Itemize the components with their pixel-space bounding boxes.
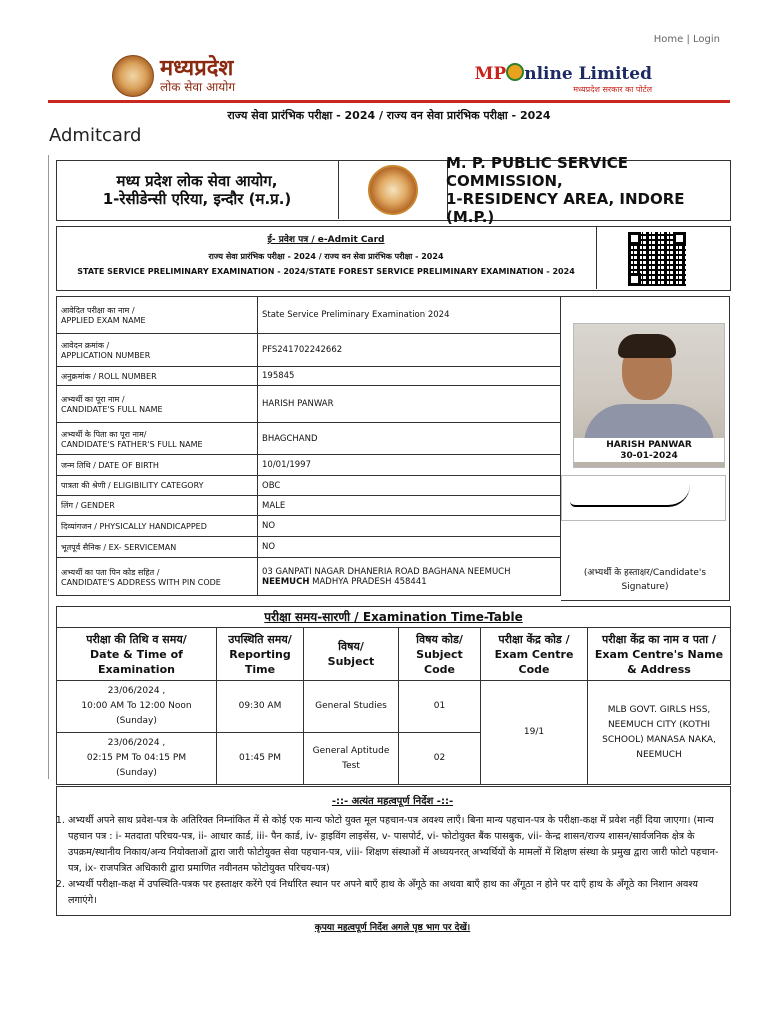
- value-cell: PFS241702242662: [258, 334, 561, 367]
- value-cell: NO: [258, 516, 561, 537]
- value-cell: 03 GANPATI NAGAR DHANERIA ROAD BAGHANA NEEMUCH NEEMUCH MADHYA PRADESH 458441: [258, 558, 561, 596]
- label-cell: लिंग / GENDER: [57, 496, 258, 516]
- photo-caption: HARISH PANWAR 30-01-2024: [574, 438, 724, 462]
- candidate-details-table: [56, 296, 561, 596]
- emblem-icon: [112, 55, 154, 97]
- label-cell: अभ्यर्थी का पता पिन कोड सहित / CANDIDATE'S ADDRESS WITH PIN CODE: [57, 558, 258, 596]
- table-row: [57, 516, 561, 537]
- value-cell: OBC: [258, 476, 561, 496]
- date-cell: 23/06/2024 , 02:15 PM To 04:15 PM (Sunday): [57, 733, 217, 785]
- mponline-brand: [475, 63, 652, 84]
- commission-en-line2: 1-RESIDENCY AREA, INDORE (M.P.): [446, 189, 685, 226]
- reporting-cell: 09:30 AM: [217, 681, 304, 733]
- label-cell: दिव्यांगजन / PHYSICALLY HANDICAPPED: [57, 516, 258, 537]
- label-cell: अनुक्रमांक / ROLL NUMBER: [57, 367, 258, 386]
- home-link[interactable]: Home: [653, 34, 684, 45]
- link-separator: |: [683, 34, 694, 45]
- ecard-english-exam: STATE SERVICE PRELIMINARY EXAMINATION - 2024/STATE FOREST SERVICE PRELIMINARY EXAMINATION - 2024: [77, 267, 575, 276]
- label-cell: अभ्यर्थी का पूरा नाम / CANDIDATE'S FULL NAME: [57, 386, 258, 423]
- commission-seal-icon: [368, 165, 418, 215]
- reporting-cell: 01:45 PM: [217, 733, 304, 785]
- label-cell: पात्रता की श्रेणी / ELIGIBILITY CATEGORY: [57, 476, 258, 496]
- table-row: [57, 476, 561, 496]
- header-subject: विषय/ Subject: [304, 628, 399, 681]
- top-links: [654, 34, 720, 45]
- qr-finder-bl: [628, 273, 641, 286]
- table-row: [57, 297, 561, 334]
- table-row: [57, 558, 561, 596]
- table-row: [57, 537, 561, 558]
- ecard-hindi-exam: राज्य सेवा प्रारंभिक परीक्षा - 2024 / राज्य वन सेवा प्रारंभिक परीक्षा - 2024: [208, 252, 444, 261]
- ecard-title: ई- प्रवेश पत्र / e-Admit Card: [267, 235, 385, 245]
- seal-cell: [338, 160, 448, 219]
- label-cell: अभ्यर्थी के पिता का पूरा नाम/ CANDIDATE'S FATHER'S FULL NAME: [57, 423, 258, 455]
- value-cell: 195845: [258, 367, 561, 386]
- subject-cell: General Studies: [304, 681, 399, 733]
- value-cell: State Service Preliminary Examination 2024: [258, 297, 561, 334]
- centre-address-cell: MLB GOVT. GIRLS HSS, NEEMUCH CITY (KOTHI SCHOOL) MANASA NAKA, NEEMUCH: [588, 681, 731, 785]
- value-cell: 10/01/1997: [258, 455, 561, 476]
- table-row: [57, 367, 561, 386]
- label-cell: भूतपूर्व सैनिक / EX- SERVICEMAN: [57, 537, 258, 558]
- header-centre-code: परीक्षा केंद्र कोड / Exam Centre Code: [481, 628, 588, 681]
- timetable-title: परीक्षा समय-सारणी / Examination Time-Table: [56, 606, 731, 628]
- instruction-item: 1. अभ्यर्थी अपने साथ प्रवेश-पत्र के अतिरिक्त निम्नांकित में से कोई एक मान्य फोटो युक्त मूल पहचान-पत्र अवश्य लाएँ। बिना मान्य पहचान-पत्र के परीक्षा-कक्ष में प्रवेश नहीं दिया जाएगा। (मान्य पहचान पत्र : i- मतदाता परिचय-पत्र, ii- आधार कार्ड, iii- पैन कार्ड, iv- ड्राइविंग लाइसेंस, v- पासपोर्ट, vi- फोटोयुक्त बैंक पासबुक, vii- केन्द्र शासन/राज्य शासन/सार्वजनिक क्षेत्र के उपक्रम/स्थानीय निकाय/अन्य नियोक्ताओं द्वारा जारी फोटोयुक्त सेवा पहचान-पत्र, viii- शिक्षण संस्थाओं में अध्ययनरत् अभ्यर्थियों के मामलों में शिक्षण संस्था के प्रमुख द्वारा जारी फोटो पहचान-पत्र, ix- राजपत्रित अधिकारी द्वारा प्रमाणित नवीनतम फोटोयुक्त परिचय-पत्र): [68, 813, 724, 877]
- subject-cell: General Aptitude Test: [304, 733, 399, 785]
- mponline-tagline: मध्यप्रदेश सरकार का पोर्टल: [573, 85, 652, 94]
- value-cell: NO: [258, 537, 561, 558]
- logo-title: मध्यप्रदेश: [160, 56, 234, 81]
- commission-hi-line2: 1-रेसीडेन्सी एरिया, इन्दौर (म.प्र.): [102, 189, 292, 208]
- table-row: [57, 496, 561, 516]
- commission-hi-line1: मध्य प्रदेश लोक सेवा आयोग,: [116, 171, 278, 190]
- label-cell: जन्म तिथि / DATE OF BIRTH: [57, 455, 258, 476]
- signature-stroke: [570, 485, 690, 507]
- commission-name-hindi: [56, 160, 338, 219]
- ecard-text: [56, 226, 597, 289]
- value-cell: BHAGCHAND: [258, 423, 561, 455]
- login-link[interactable]: Login: [693, 34, 720, 45]
- header-subject-code: विषय कोड/ Subject Code: [399, 628, 481, 681]
- mppsc-logo[interactable]: [112, 55, 235, 97]
- value-cell: HARISH PANWAR: [258, 386, 561, 423]
- qr-finder-tl: [628, 232, 641, 245]
- label-cell: आवेदित परीक्षा का नाम / APPLIED EXAM NAME: [57, 297, 258, 334]
- table-row: [57, 455, 561, 476]
- table-row: [57, 386, 561, 423]
- commission-name-english: [446, 153, 729, 226]
- logo-subtitle: लोक सेवा आयोग: [160, 80, 236, 94]
- qr-code-icon: [628, 232, 686, 286]
- header-divider: [48, 100, 730, 103]
- subject-code-cell: 01: [399, 681, 481, 733]
- exam-heading: राज्य सेवा प्रारंभिक परीक्षा - 2024 / राज्य वन सेवा प्रारंभिक परीक्षा - 2024: [227, 109, 551, 122]
- qr-finder-tr: [673, 232, 686, 245]
- mponline-o-icon: [506, 63, 524, 81]
- commission-en-line1: M. P. PUBLIC SERVICE COMMISSION,: [446, 153, 629, 190]
- header-date: परीक्षा की तिथि व समय/ Date & Time of Examination: [57, 628, 217, 681]
- mponline-mp: MP: [474, 64, 507, 84]
- date-cell: 23/06/2024 , 10:00 AM To 12:00 Noon (Sunday): [57, 681, 217, 733]
- page-title: Admitcard: [49, 125, 142, 146]
- centre-code-cell: 19/1: [481, 681, 588, 785]
- table-row: [57, 423, 561, 455]
- header-centre-address: परीक्षा केंद्र का नाम व पता / Exam Centre's Name & Address: [588, 628, 731, 681]
- table-row: [57, 334, 561, 367]
- timetable-row: [57, 681, 731, 733]
- instructions-list: [60, 813, 724, 909]
- value-cell: MALE: [258, 496, 561, 516]
- instructions-title: -::- अत्यंत महत्वपूर्ण निर्देश -::-: [331, 796, 454, 807]
- timetable-table: [56, 627, 731, 785]
- candidate-photo: [573, 323, 725, 468]
- footer-note: कृपया महत्वपूर्ण निर्देश अगले पृष्ठ भाग पर देखें।: [314, 923, 471, 933]
- subject-code-cell: 02: [399, 733, 481, 785]
- label-cell: आवेदन क्रमांक / APPLICATION NUMBER: [57, 334, 258, 367]
- header-reporting: उपस्थिति समय/ Reporting Time: [217, 628, 304, 681]
- mponline-rest: nline Limited: [524, 64, 652, 84]
- signature-label: (अभ्यर्थी के हस्ताक्षर/Candidate's Signature): [583, 568, 707, 592]
- mponline-logo[interactable]: [475, 63, 652, 95]
- timetable-header-row: [57, 628, 731, 681]
- instruction-item: 2. अभ्यर्थी परीक्षा-कक्ष में उपस्थिति-पत्रक पर हस्ताक्षर करेंगे एवं निर्धारित स्थान पर अपने बाएँ हाथ के अँगूठे का अथवा बाएँ हाथ का अँगूठा न होने पर दाएँ हाथ के अँगूठे का निशान अवश्य लगाएंगे।: [68, 877, 724, 909]
